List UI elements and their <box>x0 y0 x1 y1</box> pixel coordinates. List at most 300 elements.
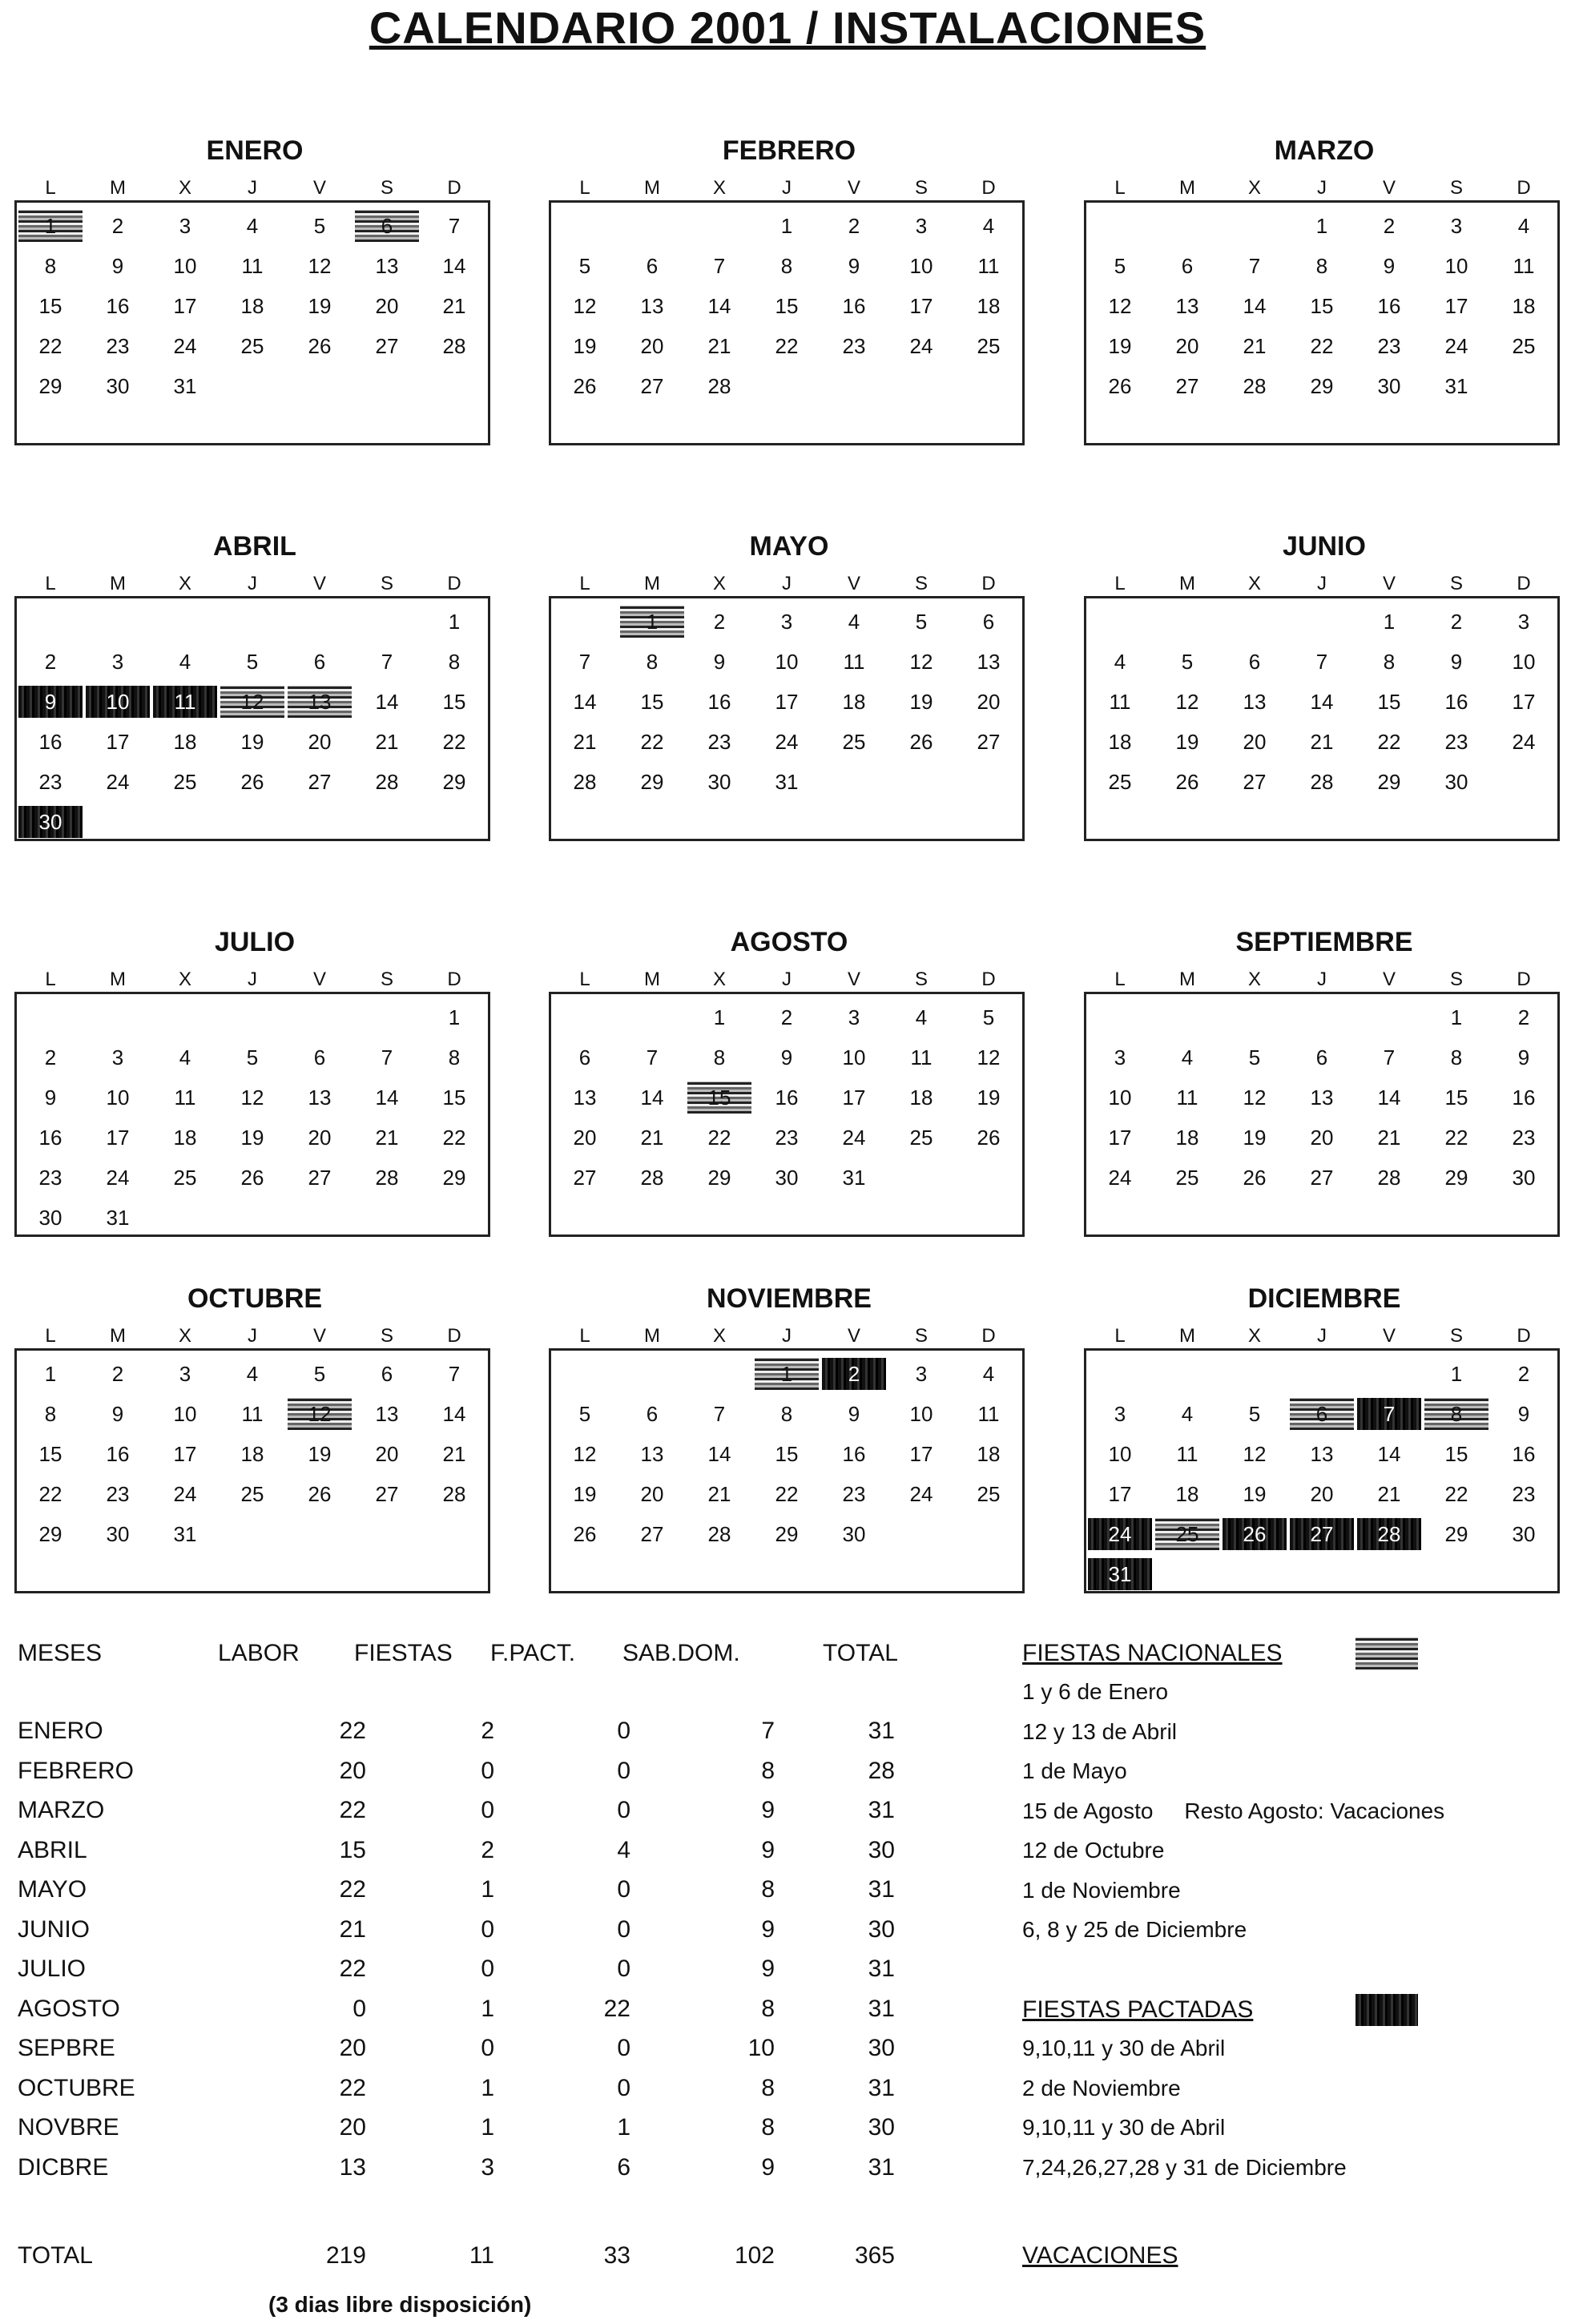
day-cell: 13 <box>1175 294 1199 318</box>
day-cell: 22 <box>775 1482 799 1506</box>
weekday-label: M <box>1179 573 1195 594</box>
libre-disposicion-note: (3 dias libre disposición) <box>268 2292 532 2317</box>
day-cell: 4 <box>1114 650 1126 674</box>
weekday-label: S <box>914 573 928 594</box>
day-cell: 25 <box>1108 770 1132 794</box>
summary-cell-mes: MARZO <box>18 1797 105 1823</box>
month-days-box <box>14 992 490 1237</box>
day-cell: 30 <box>707 770 731 794</box>
day-cell: 27 <box>640 374 664 398</box>
day-cell: 1 <box>44 214 57 238</box>
summary-cell-sab: 9 <box>761 1836 775 1863</box>
day-cell: 19 <box>573 334 597 358</box>
weekday-label: V <box>847 177 860 199</box>
month-days-box <box>549 596 1025 841</box>
day-cell: 13 <box>375 254 399 278</box>
day-cell: 23 <box>1512 1126 1536 1150</box>
fiesta-nacional-line: 12 de Octubre <box>1022 1838 1165 1863</box>
fiesta-pactada-line: 2 de Noviembre <box>1022 2075 1181 2100</box>
day-cell: 13 <box>375 1402 399 1426</box>
weekday-label: X <box>712 177 726 199</box>
weekday-label: X <box>1247 177 1261 199</box>
day-cell: 16 <box>1377 294 1401 318</box>
day-cell: 22 <box>707 1126 731 1150</box>
weekday-label: M <box>1179 177 1195 199</box>
summary-cell-fpact: 0 <box>617 1757 630 1784</box>
day-cell: 2 <box>1450 610 1463 634</box>
weekday-label: V <box>312 177 326 199</box>
weekday-label: S <box>914 177 928 199</box>
day-cell: 29 <box>640 770 664 794</box>
day-cell: 2 <box>848 1362 860 1386</box>
day-cell: 25 <box>1175 1166 1199 1190</box>
summary-cell-fpact: 0 <box>617 1718 630 1744</box>
day-cell: 1 <box>780 214 793 238</box>
day-cell: 5 <box>246 1045 259 1069</box>
summary-cell-fiestas: 0 <box>481 2035 494 2061</box>
vacaciones-heading: VACACIONES <box>1022 2242 1178 2269</box>
day-cell: 1 <box>1383 610 1396 634</box>
summary-cell-fiestas: 0 <box>481 1797 494 1823</box>
day-cell: 20 <box>1243 730 1267 754</box>
day-cell: 7 <box>646 1045 659 1069</box>
day-cell: 31 <box>1444 374 1468 398</box>
day-cell: 31 <box>842 1166 866 1190</box>
day-cell: 13 <box>640 294 664 318</box>
day-cell: 10 <box>173 254 197 278</box>
day-cell: 4 <box>982 214 995 238</box>
weekday-label: X <box>1247 969 1261 990</box>
weekday-label: J <box>248 969 257 990</box>
day-cell: 7 <box>1383 1402 1396 1426</box>
day-cell: 11 <box>977 254 1000 278</box>
day-cell: 24 <box>173 1482 197 1506</box>
month-days-box <box>1084 596 1560 841</box>
summary-cell-fpact: 0 <box>617 2035 630 2061</box>
weekday-label: J <box>1317 1325 1327 1347</box>
summary-row <box>18 2149 915 2187</box>
day-cell: 20 <box>375 294 399 318</box>
weekday-label: L <box>45 177 56 199</box>
day-cell: 12 <box>308 254 332 278</box>
day-cell: 14 <box>1377 1085 1401 1110</box>
day-cell: 31 <box>775 770 799 794</box>
day-cell: 31 <box>1108 1562 1132 1586</box>
day-cell: 17 <box>1108 1482 1132 1506</box>
day-cell: 11 <box>843 650 865 674</box>
summary-cell-mes: ABRIL <box>18 1836 87 1863</box>
weekday-label: L <box>1114 1325 1126 1347</box>
day-cell: 1 <box>448 610 461 634</box>
day-cell: 13 <box>640 1442 664 1466</box>
fiesta-pactada-line: 9,10,11 y 30 de Abril <box>1022 2115 1226 2140</box>
summary-row <box>18 1950 915 1988</box>
weekday-label: L <box>45 573 56 594</box>
day-cell: 30 <box>38 810 62 834</box>
day-cell: 29 <box>38 1522 62 1546</box>
day-cell: 11 <box>241 254 264 278</box>
day-cell: 23 <box>1512 1482 1536 1506</box>
summary-cell-fpact: 0 <box>617 1797 630 1823</box>
day-cell: 15 <box>442 1085 466 1110</box>
day-cell: 18 <box>977 1442 1001 1466</box>
weekday-label: X <box>178 969 191 990</box>
day-cell: 5 <box>1114 254 1126 278</box>
summary-row <box>18 2029 915 2068</box>
day-cell: 12 <box>573 1442 597 1466</box>
day-cell: 15 <box>38 1442 62 1466</box>
day-cell: 21 <box>375 730 399 754</box>
day-cell: 6 <box>313 650 326 674</box>
day-cell: 9 <box>848 254 860 278</box>
weekday-label: S <box>1449 177 1463 199</box>
day-cell: 11 <box>174 690 196 714</box>
day-cell: 21 <box>442 1442 466 1466</box>
day-cell: 6 <box>646 254 659 278</box>
day-cell: 10 <box>909 1402 933 1426</box>
day-cell: 27 <box>977 730 1001 754</box>
day-cell: 18 <box>173 730 197 754</box>
day-cell: 23 <box>842 334 866 358</box>
summary-cell-mes: NOVBRE <box>18 2114 119 2141</box>
day-cell: 27 <box>308 770 332 794</box>
day-cell: 20 <box>573 1126 597 1150</box>
fiesta-pactada-line: 9,10,11 y 30 de Abril <box>1022 2036 1226 2060</box>
day-cell: 17 <box>1444 294 1468 318</box>
day-cell: 18 <box>1175 1482 1199 1506</box>
day-cell: 4 <box>1181 1045 1194 1069</box>
day-cell: 7 <box>381 650 393 674</box>
day-cell: 14 <box>375 1085 399 1110</box>
summary-cell-fpact: 0 <box>617 1955 630 1982</box>
day-cell: 24 <box>1108 1522 1132 1546</box>
weekday-label: J <box>1317 573 1327 594</box>
month-name: ENERO <box>206 135 304 166</box>
day-cell: 25 <box>909 1126 933 1150</box>
weekday-label: L <box>579 969 590 990</box>
weekday-label: X <box>712 1325 726 1347</box>
day-cell: 14 <box>573 690 597 714</box>
weekday-label: X <box>178 177 191 199</box>
summary-cell-fiestas: 0 <box>481 1955 494 1982</box>
day-cell: 8 <box>1315 254 1328 278</box>
total-labor: 219 <box>325 2242 366 2269</box>
day-cell: 14 <box>1377 1442 1401 1466</box>
summary-cell-total: 30 <box>868 1836 895 1863</box>
day-cell: 8 <box>448 1045 461 1069</box>
day-cell: 24 <box>775 730 799 754</box>
day-cell: 5 <box>915 610 928 634</box>
day-cell: 1 <box>1450 1005 1463 1029</box>
day-cell: 3 <box>179 1362 191 1386</box>
summary-cell-fpact: 1 <box>617 2114 630 2141</box>
day-cell: 22 <box>1444 1126 1468 1150</box>
day-cell: 26 <box>1243 1522 1267 1546</box>
day-cell: 22 <box>775 334 799 358</box>
day-cell: 17 <box>909 294 933 318</box>
day-cell: 18 <box>240 1442 264 1466</box>
day-cell: 26 <box>240 1166 264 1190</box>
legend-panel <box>1022 1634 1567 2323</box>
day-cell: 7 <box>713 1402 726 1426</box>
day-cell: 28 <box>707 374 731 398</box>
day-cell: 6 <box>1248 650 1261 674</box>
day-cell: 12 <box>1243 1085 1267 1110</box>
day-cell: 12 <box>1175 690 1199 714</box>
day-cell: 23 <box>38 1166 62 1190</box>
summary-cell-fpact: 6 <box>617 2153 630 2181</box>
weekday-label: M <box>110 573 126 594</box>
weekday-label: S <box>380 969 393 990</box>
day-cell: 21 <box>707 334 731 358</box>
day-cell: 1 <box>448 1005 461 1029</box>
total-fpact: 33 <box>603 2242 630 2269</box>
summary-cell-total: 31 <box>868 1797 895 1823</box>
day-cell: 19 <box>308 294 332 318</box>
weekday-label: M <box>644 573 660 594</box>
day-cell: 15 <box>775 294 799 318</box>
day-cell: 26 <box>240 770 264 794</box>
day-cell: 11 <box>977 1402 1000 1426</box>
day-cell: 25 <box>1512 334 1536 358</box>
day-cell: 1 <box>713 1005 726 1029</box>
summary-cell-sab: 9 <box>761 2153 775 2181</box>
month-days-box <box>549 992 1025 1237</box>
day-cell: 19 <box>573 1482 597 1506</box>
day-cell: 6 <box>982 610 995 634</box>
day-cell: 24 <box>909 334 933 358</box>
day-cell: 11 <box>1176 1442 1198 1466</box>
day-cell: 29 <box>1444 1522 1468 1546</box>
weekday-label: L <box>1114 969 1126 990</box>
weekday-label: S <box>1449 1325 1463 1347</box>
day-cell: 23 <box>775 1126 799 1150</box>
weekday-label: X <box>1247 573 1261 594</box>
day-cell: 16 <box>1512 1085 1536 1110</box>
day-cell: 4 <box>915 1005 928 1029</box>
day-cell: 16 <box>842 1442 866 1466</box>
day-cell: 8 <box>1383 650 1396 674</box>
summary-cell-labor: 20 <box>339 1757 366 1784</box>
month-days-box <box>14 596 490 841</box>
day-cell: 9 <box>111 254 124 278</box>
summary-cell-labor: 22 <box>339 1718 366 1744</box>
day-cell: 16 <box>38 1126 62 1150</box>
summary-cell-fiestas: 1 <box>481 1876 494 1903</box>
day-cell: 2 <box>1517 1005 1530 1029</box>
month-name: MARZO <box>1274 135 1375 166</box>
day-cell: 9 <box>713 650 726 674</box>
summary-cell-labor: 22 <box>339 1955 366 1982</box>
summary-cell-sab: 9 <box>761 1797 775 1823</box>
month-name: JULIO <box>214 927 296 957</box>
weekday-label: D <box>981 177 996 199</box>
day-cell: 17 <box>1512 690 1536 714</box>
day-cell: 3 <box>111 650 124 674</box>
day-cell: 21 <box>1310 730 1334 754</box>
summary-row <box>18 1831 915 1870</box>
header-meses: MESES <box>18 1640 103 1666</box>
day-cell: 14 <box>442 1402 466 1426</box>
day-cell: 12 <box>1108 294 1132 318</box>
summary-row <box>18 1712 915 1750</box>
fiesta-nacional-line: 1 de Mayo <box>1022 1758 1127 1783</box>
day-cell: 27 <box>1310 1522 1334 1546</box>
weekday-label: M <box>1179 1325 1195 1347</box>
weekday-header <box>549 572 1029 596</box>
day-cell: 8 <box>1450 1045 1463 1069</box>
day-cell: 18 <box>1108 730 1132 754</box>
summary-cell-sab: 7 <box>761 1718 775 1744</box>
day-cell: 19 <box>240 730 264 754</box>
day-cell: 14 <box>707 1442 731 1466</box>
day-cell: 25 <box>842 730 866 754</box>
weekday-label: L <box>45 969 56 990</box>
day-cell: 23 <box>38 770 62 794</box>
day-cell: 27 <box>375 334 399 358</box>
day-cell: 31 <box>173 374 197 398</box>
day-cell: 10 <box>1444 254 1468 278</box>
fiesta-nacional-line: 1 y 6 de Enero <box>1022 1679 1169 1704</box>
day-cell: 2 <box>1517 1362 1530 1386</box>
day-cell: 22 <box>442 730 466 754</box>
weekday-header <box>1084 176 1565 200</box>
header-labor: LABOR <box>218 1640 300 1666</box>
day-cell: 14 <box>1310 690 1334 714</box>
day-cell: 15 <box>1310 294 1334 318</box>
day-cell: 28 <box>1310 770 1334 794</box>
day-cell: 23 <box>106 334 130 358</box>
day-cell: 23 <box>842 1482 866 1506</box>
fiesta-nacional-line: 1 de Noviembre <box>1022 1877 1181 1903</box>
weekday-label: M <box>110 1325 126 1347</box>
weekday-label: X <box>178 573 191 594</box>
day-cell: 5 <box>246 650 259 674</box>
day-cell: 14 <box>375 690 399 714</box>
weekday-label: L <box>1114 573 1126 594</box>
day-cell: 1 <box>1315 214 1328 238</box>
day-cell: 15 <box>1444 1085 1468 1110</box>
summary-cell-sab: 8 <box>761 2114 775 2141</box>
summary-cell-sab: 8 <box>761 1995 775 2022</box>
day-cell: 11 <box>1109 690 1131 714</box>
day-cell: 16 <box>842 294 866 318</box>
weekday-label: X <box>178 1325 191 1347</box>
summary-cell-fpact: 22 <box>603 1995 630 2022</box>
day-cell: 20 <box>375 1442 399 1466</box>
day-cell: 11 <box>174 1085 196 1110</box>
day-cell: 10 <box>106 1085 130 1110</box>
weekday-label: V <box>1382 573 1396 594</box>
day-cell: 21 <box>1377 1126 1401 1150</box>
weekday-label: M <box>110 969 126 990</box>
day-cell: 9 <box>44 690 57 714</box>
weekday-label: L <box>1114 177 1126 199</box>
weekday-label: D <box>981 573 996 594</box>
day-cell: 4 <box>246 1362 259 1386</box>
day-cell: 13 <box>977 650 1001 674</box>
day-cell: 18 <box>1175 1126 1199 1150</box>
weekday-label: J <box>782 573 792 594</box>
day-cell: 23 <box>707 730 731 754</box>
summary-cell-fpact: 0 <box>617 1876 630 1903</box>
weekday-label: L <box>579 573 590 594</box>
summary-cell-total: 31 <box>868 1718 895 1744</box>
day-cell: 10 <box>106 690 130 714</box>
weekday-header <box>549 968 1029 992</box>
day-cell: 17 <box>106 730 130 754</box>
day-cell: 26 <box>1243 1166 1267 1190</box>
day-cell: 11 <box>1176 1085 1198 1110</box>
summary-cell-fiestas: 0 <box>481 1915 494 1943</box>
day-cell: 3 <box>848 1005 860 1029</box>
summary-cell-total: 31 <box>868 2074 895 2101</box>
weekday-label: X <box>1247 1325 1261 1347</box>
day-cell: 9 <box>1450 650 1463 674</box>
day-cell: 6 <box>313 1045 326 1069</box>
day-cell: 16 <box>1512 1442 1536 1466</box>
day-cell: 9 <box>111 1402 124 1426</box>
fiesta-nacional-line: 6, 8 y 25 de Diciembre <box>1022 1917 1247 1942</box>
pactada-swatch <box>1355 1994 1418 2026</box>
day-cell: 26 <box>573 1522 597 1546</box>
month-name: JUNIO <box>1283 531 1366 562</box>
day-cell: 18 <box>1512 294 1536 318</box>
fiestas-nacionales-heading: FIESTAS NACIONALES <box>1022 1640 1283 1666</box>
day-cell: 9 <box>780 1045 793 1069</box>
weekday-label: J <box>248 1325 257 1347</box>
weekday-header <box>1084 1324 1565 1348</box>
summary-cell-sab: 10 <box>747 2035 775 2061</box>
day-cell: 30 <box>1512 1166 1536 1190</box>
day-cell: 4 <box>246 214 259 238</box>
summary-cell-total: 31 <box>868 2153 895 2181</box>
weekday-label: J <box>1317 177 1327 199</box>
day-cell: 10 <box>1512 650 1536 674</box>
summary-cell-fpact: 0 <box>617 1915 630 1943</box>
month-name: SEPTIEMBRE <box>1235 927 1413 957</box>
summary-row <box>18 2109 915 2147</box>
day-cell: 15 <box>38 294 62 318</box>
weekday-label: D <box>447 1325 461 1347</box>
day-cell: 10 <box>909 254 933 278</box>
day-cell: 7 <box>578 650 591 674</box>
day-cell: 7 <box>448 1362 461 1386</box>
weekday-header <box>14 1324 495 1348</box>
day-cell: 27 <box>573 1166 597 1190</box>
summary-cell-fpact: 0 <box>617 2074 630 2101</box>
day-cell: 13 <box>1310 1442 1334 1466</box>
day-cell: 25 <box>1175 1522 1199 1546</box>
weekday-label: S <box>380 573 393 594</box>
day-cell: 18 <box>977 294 1001 318</box>
day-cell: 10 <box>1108 1442 1132 1466</box>
fiesta-pactada-line: 7,24,26,27,28 y 31 de Diciembre <box>1022 2154 1347 2180</box>
day-cell: 5 <box>313 1362 326 1386</box>
month-name: NOVIEMBRE <box>707 1283 872 1314</box>
day-cell: 18 <box>240 294 264 318</box>
day-cell: 8 <box>44 254 57 278</box>
day-cell: 14 <box>640 1085 664 1110</box>
day-cell: 13 <box>308 1085 332 1110</box>
day-cell: 3 <box>1114 1045 1126 1069</box>
day-cell: 30 <box>1377 374 1401 398</box>
day-cell: 22 <box>640 730 664 754</box>
day-cell: 10 <box>842 1045 866 1069</box>
day-cell: 17 <box>106 1126 130 1150</box>
day-cell: 24 <box>106 1166 130 1190</box>
weekday-label: J <box>782 969 792 990</box>
